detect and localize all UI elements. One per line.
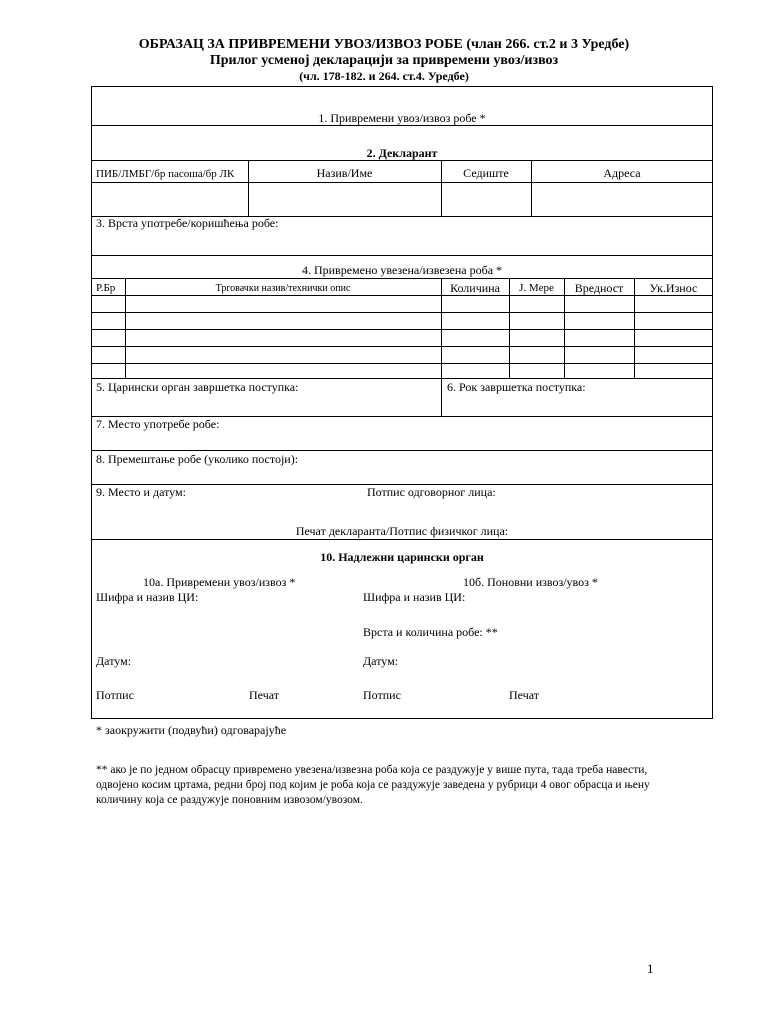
section-9-place-label: 9. Место и датум:: [96, 485, 186, 499]
goods-col-unit: Ј. Мере: [519, 282, 554, 294]
form-title: ОБРАЗАЦ ЗА ПРИВРЕМЕНИ УВОЗ/ИЗВОЗ РОБЕ (члан 266. ст.2 и 3 Уредбе): [138, 37, 630, 52]
goods-row[interactable]: [92, 364, 712, 377]
declarant-address-header: Адреса: [603, 166, 641, 180]
col-divider: [564, 278, 565, 378]
declarant-address-field[interactable]: [532, 183, 712, 215]
divider: [91, 278, 713, 279]
goods-col-quantity: Количина: [450, 281, 500, 295]
signature-label-b: Потпис: [363, 688, 401, 702]
goods-row[interactable]: [92, 347, 712, 362]
place-of-use-field[interactable]: [92, 432, 712, 449]
deadline-field[interactable]: [442, 396, 712, 415]
form-articles: (чл. 178-182. и 264. ст.4. Уредбе): [299, 69, 469, 83]
section-7-label: 7. Место употребе робе:: [96, 417, 220, 431]
footnote-2-line-3: количину која се раздужује поновним извозом/увозом.: [96, 794, 363, 806]
col-divider: [125, 278, 126, 378]
divider: [91, 539, 713, 540]
declarant-name-header: Назив/Име: [316, 166, 373, 180]
usage-type-field[interactable]: [92, 232, 712, 254]
divider: [91, 255, 713, 256]
section-10-title: 10. Надлежни царински орган: [320, 550, 484, 564]
signature-label-a: Потпис: [96, 688, 134, 702]
divider: [91, 378, 713, 379]
customs-office-end-field[interactable]: [92, 396, 440, 415]
section-2-title: 2. Декларант: [366, 146, 438, 160]
relocation-field[interactable]: [92, 468, 712, 483]
col-divider: [441, 278, 442, 378]
declarant-id-header: ПИБ/ЛМБГ/бр пасоша/бр ЛК: [96, 168, 235, 180]
code-name-label-b: Шифра и назив ЦИ:: [363, 590, 466, 604]
footnote-2-line-1: ** ако је по једном обрасцу привремено увезена/извезна роба која се раздужује у више пута, тада треба навести,: [96, 764, 648, 776]
divider: [91, 160, 713, 161]
section-5-label: 5. Царински орган завршетка поступка:: [96, 380, 299, 394]
goods-col-value: Вредност: [574, 281, 624, 295]
declarant-seat-field[interactable]: [442, 183, 530, 215]
date-label-b: Датум:: [363, 654, 399, 668]
section-6-label: 6. Рок завршетка поступка:: [447, 380, 586, 394]
goods-col-description: Трговачки назив/технички опис: [215, 283, 351, 294]
section-8-label: 8. Премештање робе (уколико постоји):: [96, 452, 299, 466]
divider: [91, 450, 713, 451]
col-divider: [509, 278, 510, 378]
date-label-a: Датум:: [96, 654, 132, 668]
form-subtitle: Прилог усменој декларацији за привремени увоз/извоз: [209, 53, 559, 68]
goods-row[interactable]: [92, 330, 712, 345]
declarant-id-field[interactable]: [92, 183, 247, 215]
declarant-name-field[interactable]: [249, 183, 440, 215]
goods-row[interactable]: [92, 296, 712, 311]
section-9-signature-label: Потпис одговорног лица:: [367, 485, 496, 499]
goods-row[interactable]: [92, 313, 712, 328]
divider: [91, 125, 713, 126]
code-name-label-a: Шифра и назив ЦИ:: [96, 590, 199, 604]
stamp-label-b: Печат: [509, 688, 539, 702]
footnote-2-line-2: одвојено косим цртама, редни број под којим је роба која се раздужује заведена у рубрици 4 овог обрасца и њену: [96, 779, 650, 791]
section-10a-label: 10а. Привремени увоз/извоз *: [143, 575, 296, 589]
stamp-label-a: Печат: [249, 688, 279, 702]
goods-col-number: Р.Бр: [96, 282, 116, 294]
section-10b-label: 10б. Поновни извоз/увоз *: [463, 575, 598, 589]
section-1-label: 1. Привремени увоз/извоз робе *: [318, 111, 486, 125]
kind-quantity-label: Врста и количина робе: **: [363, 625, 498, 639]
col-divider: [634, 278, 635, 378]
goods-col-total: Ук.Износ: [649, 281, 698, 295]
section-3-label: 3. Врста употребе/коришћења робе:: [96, 216, 279, 230]
declarant-seat-header: Седиште: [463, 166, 509, 180]
page-number: 1: [647, 961, 654, 976]
section-4-title: 4. Привремено увезена/извезена роба *: [301, 263, 503, 277]
section-9-stamp-label: Печат декларанта/Потпис физичког лица:: [295, 524, 509, 538]
footnote-1: * заокружити (подвући) одговарајуће: [96, 723, 287, 737]
